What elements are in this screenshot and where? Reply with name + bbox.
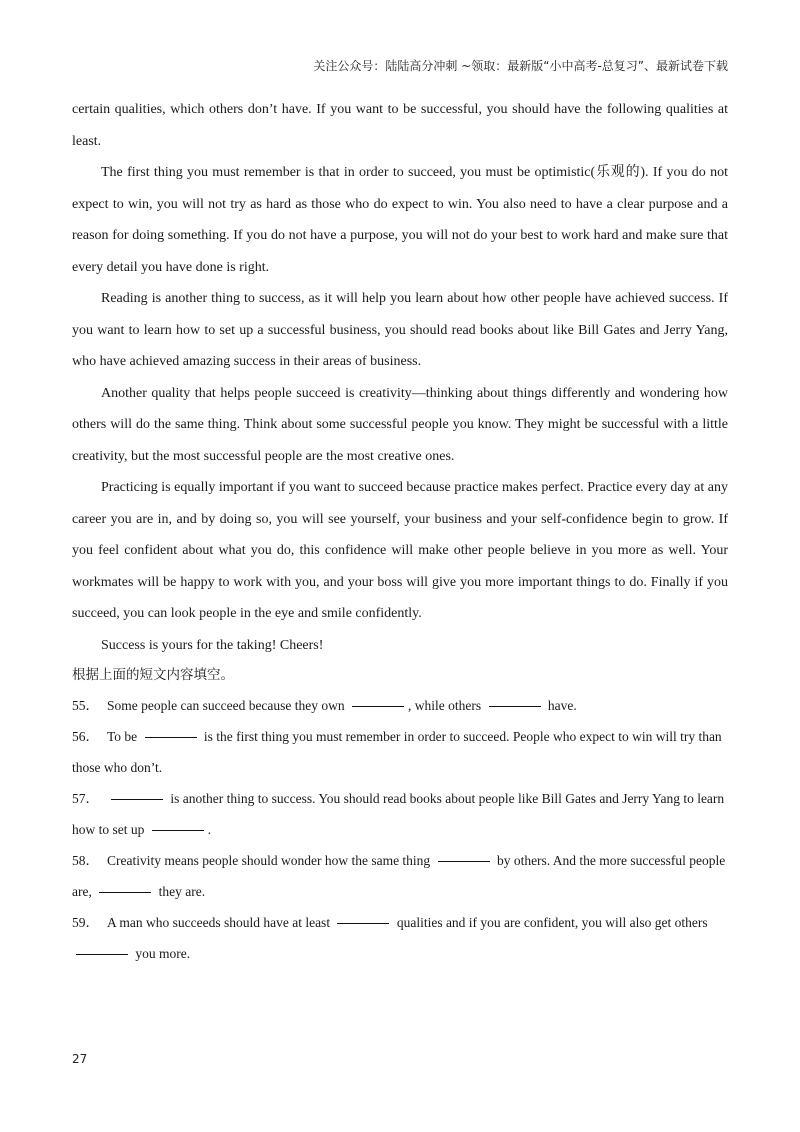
paragraph-1: certain qualities, which others don’t have. If you want to be successful, you should have the following qualities at least. bbox=[72, 102, 728, 149]
question-number: 55． bbox=[72, 698, 99, 713]
question-55 bbox=[72, 690, 728, 721]
question-number: 59． bbox=[72, 915, 99, 930]
question-56 bbox=[72, 721, 728, 783]
question-text: is another thing to success. You should read books about people like Bill Gates and Jerry Yang to learn how to set up bbox=[72, 791, 725, 837]
document-body bbox=[72, 94, 728, 969]
answer-blank[interactable] bbox=[111, 798, 163, 800]
answer-blank[interactable] bbox=[76, 953, 128, 955]
question-text: by others. And the more successful people are, bbox=[72, 853, 726, 899]
question-58 bbox=[72, 845, 728, 907]
question-text: qualities and if you are confident, you will also get others bbox=[396, 915, 708, 930]
question-text: A man who succeeds should have at least bbox=[107, 915, 331, 930]
page-header: 关注公众号：陆陆高分冲刺 ~领取：最新版“小中高考-总复习”、最新试卷下载 bbox=[313, 59, 728, 73]
question-text: Some people can succeed because they own bbox=[107, 698, 345, 713]
paragraph-3: Reading is another thing to success, as it will help you learn about how other people have achieved success. If you want to learn how to set up a successful business, you should read books about like Bill Gates and Jerry Yang, who have achieved amazing success in their areas of business. bbox=[72, 291, 728, 369]
paragraph-2: The first thing you must remember is that in order to succeed, you must be optimistic(乐观的). If you do not expect to win, you will not try as hard as those who do expect to win. You also need to have a clear purpose and a reason for doing something. If you do not have a purpose, you will not do your best to work hard and make sure that every detail you have done is right. bbox=[72, 165, 728, 275]
question-57 bbox=[72, 783, 728, 845]
paragraph-6: Success is yours for the taking! Cheers! bbox=[101, 637, 324, 653]
question-text: To be bbox=[107, 729, 138, 744]
answer-blank[interactable] bbox=[145, 736, 197, 738]
question-text: they are. bbox=[158, 884, 206, 899]
question-text: . bbox=[207, 822, 212, 837]
question-text: is the first thing you must remember in order to succeed. People who expect to win will try than those who don’t. bbox=[72, 729, 722, 775]
question-number: 58． bbox=[72, 853, 99, 868]
answer-blank[interactable] bbox=[438, 860, 490, 862]
answer-blank[interactable] bbox=[99, 891, 151, 893]
answer-blank[interactable] bbox=[352, 705, 404, 707]
question-text: , while others bbox=[408, 698, 482, 713]
instruction: 根据上面的短文内容填空。 bbox=[72, 667, 234, 683]
question-number: 57． bbox=[72, 791, 99, 806]
question-number: 56． bbox=[72, 729, 99, 744]
answer-blank[interactable] bbox=[337, 922, 389, 924]
question-text: Creativity means people should wonder how the same thing bbox=[107, 853, 431, 868]
page-number: 27 bbox=[72, 1052, 88, 1066]
answer-blank[interactable] bbox=[489, 705, 541, 707]
question-59 bbox=[72, 907, 728, 969]
question-text: have. bbox=[547, 698, 577, 713]
question-text: you more. bbox=[135, 946, 191, 961]
answer-blank[interactable] bbox=[152, 829, 204, 831]
paragraph-4: Another quality that helps people succeed is creativity—thinking about things differently and wondering how others will do the same thing. Think about some successful people you know. They might be successful with a little creativity, but the most successful people are the most creative ones. bbox=[72, 385, 728, 464]
paragraph-5: Practicing is equally important if you want to succeed because practice makes perfect. Practice every day at any career you are in, and by doing so, you will see yourself, your business and your self-confidence begin to grow. If you feel confident about what you do, this confidence will make other people believe in you more as well. Your workmates will be happy to work with you, and your boss will give you more important things to do. Finally if you succeed, you can look people in the eye and smile confidently. bbox=[72, 480, 728, 621]
